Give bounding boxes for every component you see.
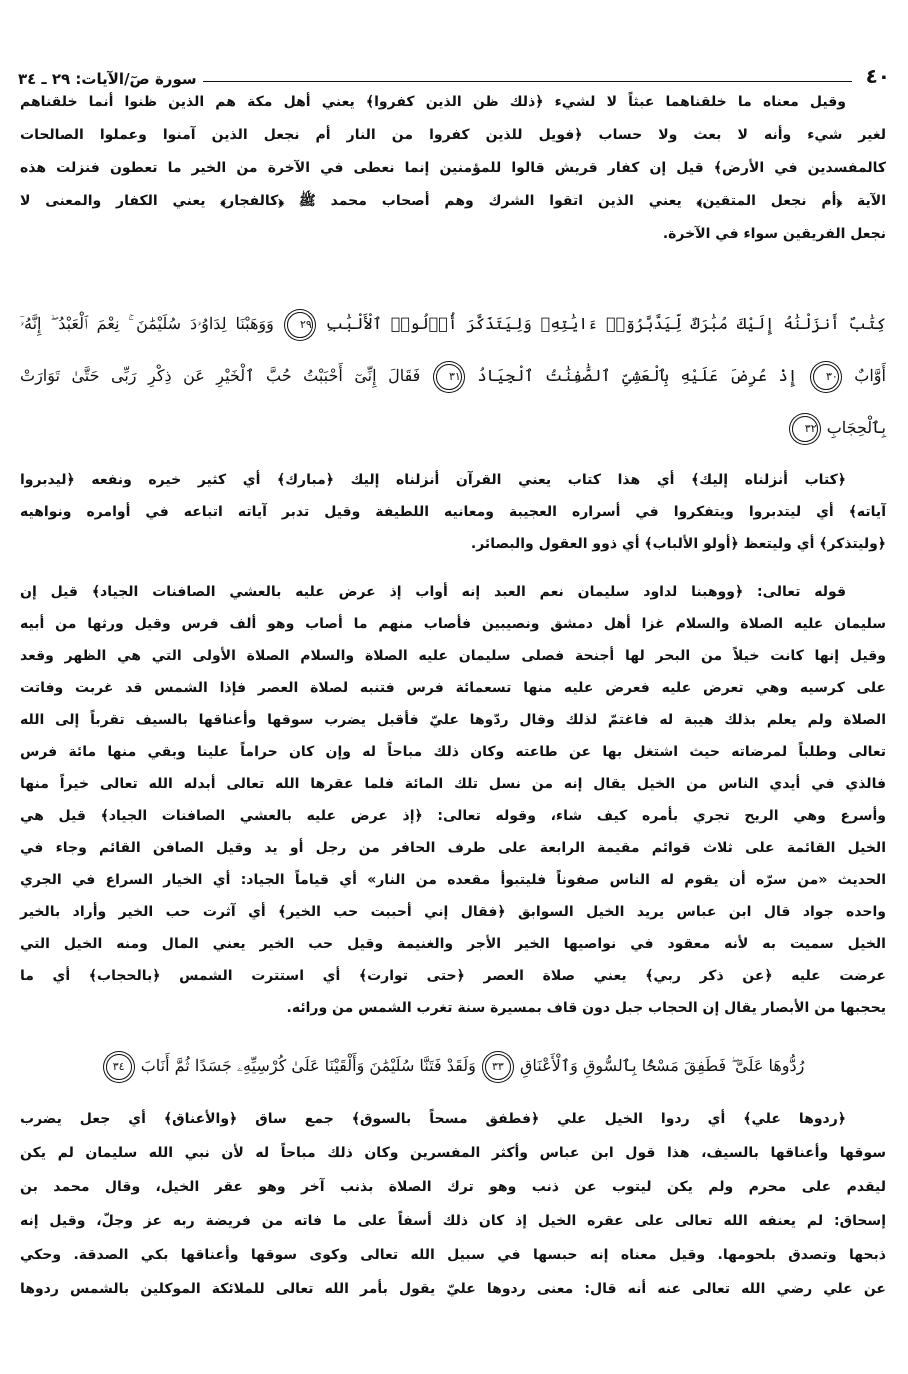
verse-text: بِٱلْحِجَابِ — [826, 418, 886, 437]
verse-text: فَقَالَ إِنِّىٓ أَحْبَبْتُ حُبَّ ٱلْخَيْرِ عَن ذِكْرِ رَبِّى حَتَّىٰ تَوَارَتْ — [20, 366, 421, 385]
quran-verses-33-34 — [20, 1040, 886, 1092]
text-line: الخيل سميت به لأنه معقود في نواصيها الخير الأجر والغنيمة وقيل حب الخير يعني المال ومنه الخيل التي — [20, 936, 886, 952]
text-line: إسحاق: لم يعنفه الله تعالى على عقره الخيل إذ كان ذلك أسفاً على ما فاته من فريضة ربه عز وجلّ، وقيل إنه — [20, 1213, 886, 1229]
ayah-number-marker: ٣٢ — [792, 416, 818, 442]
text-line: الآية ﴿أم نجعل المتقين﴾ يعني الذين اتقوا الشرك وهم أصحاب محمد ﷺ ﴿كالفجار﴾ يعني الكفار والمعنى لا — [20, 193, 886, 209]
quran-verses-29-32 — [20, 298, 886, 454]
text-line: عن علي رضي الله تعالى عنه أنه قال: معنى ردوها عليّ يقول بأمر الله تعالى للملائكة الموكلين بالشمس ردوها — [20, 1281, 886, 1297]
running-title: سورة صٓ/الآيات: ٢٩ ـ ٣٤ — [18, 70, 197, 88]
verse-text: وَوَهَبْنَا لِدَاوُۥدَ سُلَيْمَٰنَ ۚ نِعْمَ ٱلْعَبْدُ ۖ إِنَّهُۥٓ — [20, 314, 274, 333]
ayah-number-marker: ٣١ — [436, 364, 462, 390]
verse-text: رُدُّوهَا عَلَىَّ ۖ فَطَفِقَ مَسْحًۢا بِٱلسُّوقِ وَٱلْأَعْنَاقِ — [519, 1056, 805, 1075]
text-line: الحديث «من سرّه أن يقوم له الناس صفوناً فليتبوأ مقعده من النار» أي قياماً الجياد: أي الخيار السراع في الجري — [20, 872, 886, 888]
verse-text: أَوَّابٌ — [854, 366, 886, 385]
commentary-paragraph-4 — [20, 1102, 886, 1306]
ayah-number-marker: ٣٤ — [106, 1054, 132, 1080]
ayah-number-marker: ٣٠ — [813, 364, 839, 390]
commentary-paragraph-3 — [20, 576, 886, 1024]
text-line: سليمان عليه الصلاة والسلام غزا أهل دمشق ونصيبين فأصاب منهم ما أصاب وهو ألف فرس وقيل ورثها من أبيه — [20, 616, 886, 632]
text-line: نجعل الفريقين سواء في الآخرة. — [662, 226, 886, 242]
verse-text: كِتَٰبٌ أَنزَلْنَٰهُ إِلَيْكَ مُبَٰرَكٌ لِّيَدَّبَّرُوٓا۟ ءَايَٰتِهِۦ وَلِيَتَذَكَّرَ أُو۟لُوا۟ ٱلْأَلْبَٰبِ — [325, 314, 886, 333]
text-line: كالمفسدين في الأرض﴾ قيل إن كفار قريش قالوا للمؤمنين إنما نعطى في الآخرة من الخير ما تعطون فنزلت هذه — [20, 160, 886, 176]
page-number: ٤٠ — [865, 64, 890, 88]
text-line: قوله تعالى: ﴿ووهبنا لداود سليمان نعم العبد إنه أواب إذ عرض عليه بالعشي الصافنات الجياد﴾ قيل إن — [20, 584, 846, 600]
verse-line — [20, 1040, 886, 1092]
text-line: آياته﴾ أي ليتدبروا ويتفكروا في أسراره العجيبة ومعانيه اللطيفة وقيل تدبر آياته اتباعه في أوامره ونواهيه — [20, 504, 886, 520]
verse-line — [20, 402, 886, 454]
text-line: لغير شيء وأنه لا بعث ولا حساب ﴿فويل للذين كفروا من النار أم نجعل الذين آمنوا وعملوا الصالحات — [20, 127, 886, 143]
text-line: سوقها وأعناقها بالسيف، هذا قول ابن عباس وأكثر المفسرين وكان ذلك مباحاً له لأن نبي الله سليمان لم يكن — [20, 1145, 886, 1161]
text-line: ذبحها وتصدق بلحومها. وقيل معناه إنه حبسها في سبيل الله تعالى وكوى سوقها وأعناقها بكي الصدقة. وحكي — [20, 1247, 886, 1263]
text-line: واحده جواد قال ابن عباس يريد الخيل السوابق ﴿فقال إني أحببت حب الخير﴾ أي آثرت حب الخير وأراد بالخير — [20, 904, 886, 920]
text-line: عرضت عليه ﴿عن ذكر ربي﴾ يعني صلاة العصر ﴿حتى توارت﴾ أي استترت الشمس ﴿بالحجاب﴾ أي ما — [20, 968, 886, 984]
running-header — [18, 60, 890, 88]
commentary-paragraph-1 — [20, 86, 886, 251]
header-rule — [203, 81, 852, 82]
text-line: ﴿وليتذكر﴾ أي وليتعظ ﴿أولو الألباب﴾ أي ذوو العقول والبصائر. — [470, 536, 886, 552]
text-line: فالذي في أيدي الناس من الخيل يقال إنه من نسل تلك المائة فلما عقرها الله تعالى أبدله الله تعالى خيراً منها — [20, 776, 886, 792]
ayah-number-marker: ٣٣ — [485, 1054, 511, 1080]
text-line: الصلاة ولم يعلم بذلك هيبة له فاغتمّ لذلك وقال ردّوها عليّ فأقبل يضرب سوقها وأعناقها بالسيف تقرباً إلى الله — [20, 712, 886, 728]
text-line: الخيل القائمة على ثلاث قوائم مقيمة الرابعة على طرف الحافر من رجل أو يد وقيل الصافن القائم وجاء في — [20, 840, 886, 856]
text-line: تعالى وطلباً لمرضاته حيث اشتغل بها عن طاعته وكان ذلك مباحاً له وإن كان حراماً علينا وبقي منها مائة فرس — [20, 744, 886, 760]
commentary-paragraph-2 — [20, 464, 886, 560]
text-line: يحجبها من الأبصار يقال إن الحجاب جبل دون قاف بمسيرة سنة تغرب الشمس من ورائه. — [286, 1000, 886, 1016]
verse-line — [20, 298, 886, 350]
text-line: وقيل إنها كانت خيلاً من البحر لها أجنحة فصلى سليمان عليه الصلاة والسلام الصلاة الأولى التي هي الظهر وقعد — [20, 648, 886, 664]
text-line: وأسرع وهي الريح تجري بأمره كيف شاء، وقوله تعالى: ﴿إذ عرض عليه بالعشي الصافنات الجياد﴾ قيل هي — [20, 808, 886, 824]
verse-text: وَلَقَدْ فَتَنَّا سُلَيْمَٰنَ وَأَلْقَيْنَا عَلَىٰ كُرْسِيِّهِۦ جَسَدًا ثُمَّ أَنَابَ — [140, 1056, 476, 1075]
verse-text: إِذْ عُرِضَ عَلَيْهِ بِٱلْعَشِىِّ ٱلصَّٰفِنَٰتُ ٱلْجِيَادُ — [477, 366, 798, 385]
text-line: ﴿كتاب أنزلناه إليك﴾ أي هذا كتاب يعني القرآن أنزلناه إليك ﴿مبارك﴾ أي كثير خيره ونفعه ﴿ليدبروا — [20, 472, 846, 488]
text-line: وقيل معناه ما خلقناهما عبثاً لا لشيء ﴿ذلك ظن الذين كفروا﴾ يعني أهل مكة هم الذين ظنوا أنما خلقناهم — [20, 94, 846, 110]
ayah-number-marker: ٢٩ — [287, 312, 313, 338]
text-line: على كرسيه وهي تعرض عليه فعرض عليه منها تسعمائة فرس فتنبه لصلاة العصر فإذا الشمس قد غربت وفاتت — [20, 680, 886, 696]
text-line: ليقدم على محرم ولم يكن ليتوب عن ذنب وهو ترك الصلاة بذنب آخر وهو عقر الخيل، وقال محمد بن — [20, 1179, 886, 1195]
verse-line — [20, 350, 886, 402]
text-line: ﴿ردوها علي﴾ أي ردوا الخيل علي ﴿فطفق مسحاً بالسوق﴾ جمع ساق ﴿والأعناق﴾ أي جعل يضرب — [20, 1111, 846, 1127]
